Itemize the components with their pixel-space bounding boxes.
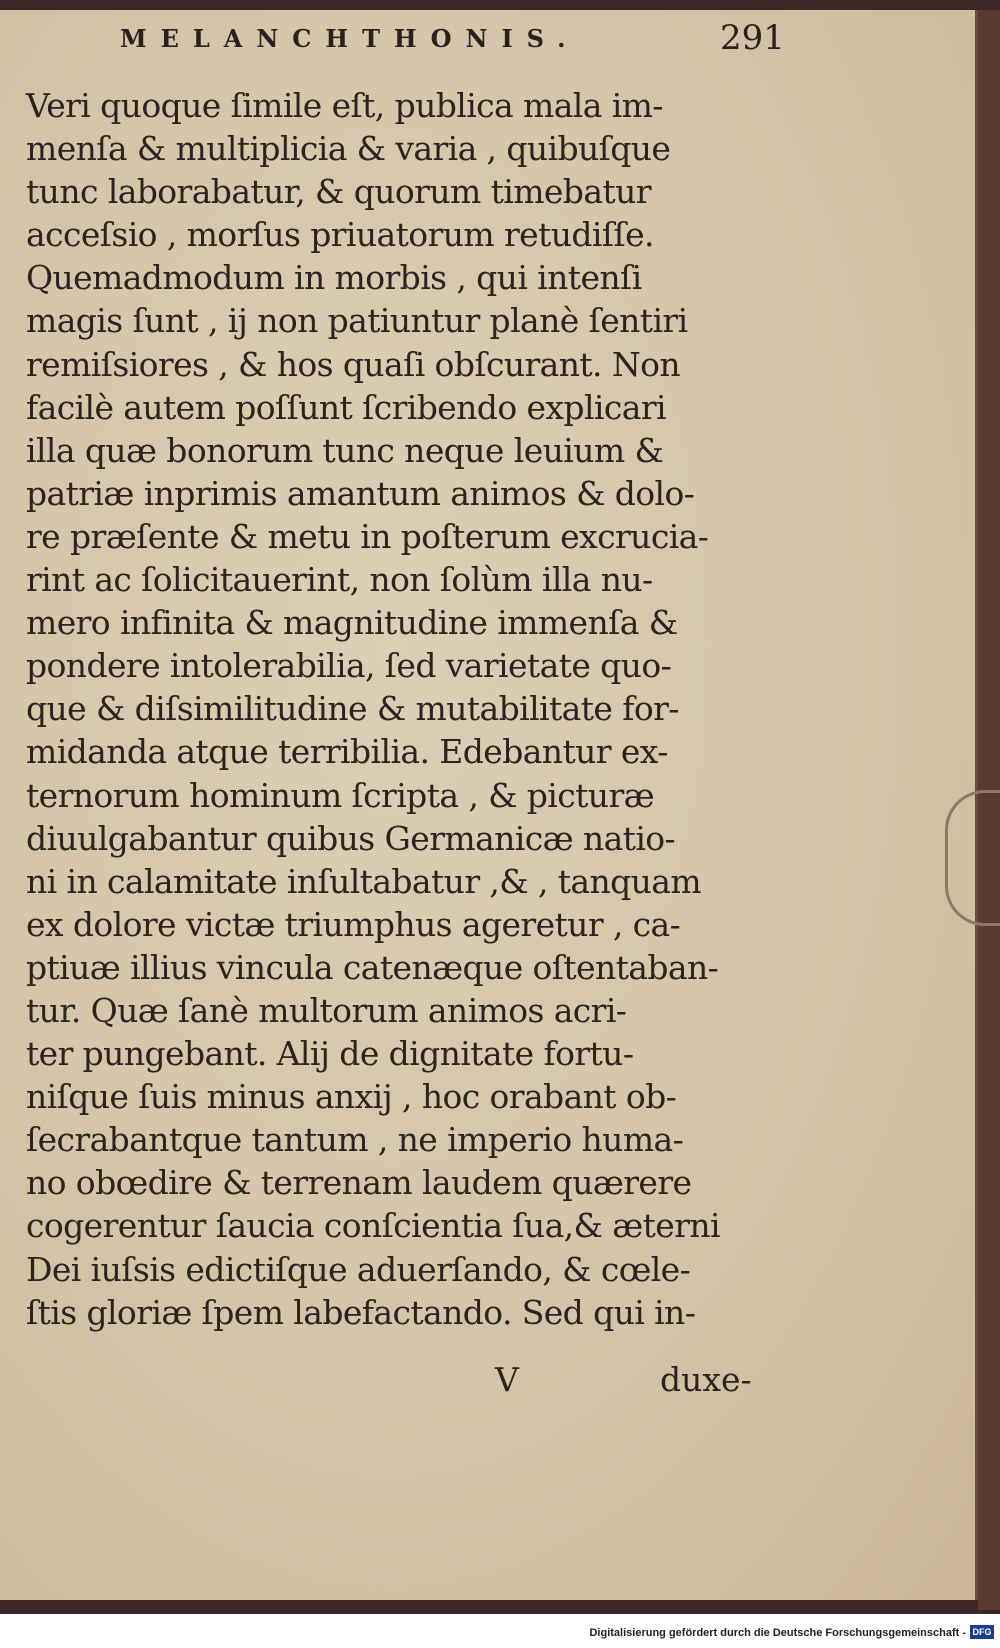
body-text	[26, 84, 796, 1334]
book-clasp	[945, 790, 1000, 926]
text-line: que & diſsimilitudine & mutabilitate for-	[26, 689, 679, 729]
dfg-logo: DFG	[970, 1625, 994, 1639]
book-page	[0, 10, 978, 1600]
text-line: ptiuæ illius vincula catenæque oſtentaban-	[26, 947, 719, 987]
text-line: remiſsiores , & hos quaſi obſcurant. Non	[26, 344, 681, 384]
text-line: ternorum hominum ſcripta , & picturæ	[26, 775, 655, 815]
text-line: ſecrabantque tantum , ne imperio huma-	[26, 1120, 684, 1160]
text-line: midanda atque terribilia. Edebantur ex-	[26, 732, 668, 772]
text-line: Quemadmodum in morbis , qui intenſi	[26, 258, 642, 298]
text-line: illa quæ bonorum tunc neque leuium &	[26, 430, 664, 470]
text-line: mero infinita & magnitudine immenſa &	[26, 603, 678, 643]
page-number: 291	[720, 18, 785, 58]
text-line: pondere intolerabilia, ſed varietate quo-	[26, 646, 672, 686]
text-line: tur. Quæ ſanè multorum animos acri-	[26, 990, 627, 1030]
signature-mark: V	[495, 1360, 519, 1399]
text-line: rint ac ſolicitauerint, non ſolùm illa nu-	[26, 560, 653, 600]
credit-footer	[0, 1616, 1000, 1648]
text-line: patriæ inprimis amantum animos & dolo-	[26, 473, 695, 513]
text-line: ex dolore victæ triumphus ageretur , ca-	[26, 904, 681, 944]
text-line: acceſsio , morſus priuatorum retudiſſe.	[26, 215, 654, 255]
running-title: MELANCHTHONIS.	[120, 24, 580, 53]
text-line: no obœdire & terrenam laudem quærere	[26, 1163, 692, 1203]
text-line: re præſente & metu in poſterum excrucia-	[26, 516, 709, 556]
text-line: niſque ſuis minus anxij , hoc orabant ob-	[26, 1077, 677, 1117]
text-line: cogerentur ſaucia conſcientia ſua,& æterni	[26, 1206, 720, 1246]
credit-text: Digitalisierung gefördert durch die Deutsche Forschungsgemeinschaft -	[589, 1627, 966, 1639]
page-header	[120, 18, 820, 64]
catchword: duxe-	[660, 1360, 752, 1399]
text-line: facilè autem poſſunt ſcribendo explicari	[26, 387, 666, 427]
text-line: ter pungebant. Alij de dignitate fortu-	[26, 1034, 634, 1074]
text-line: Dei iuſsis edictiſque aduerſando, & cœle-	[26, 1249, 691, 1289]
text-line: magis ſunt , ij non patiuntur planè ſentiri	[26, 301, 688, 341]
text-line: tunc laborabatur, & quorum timebatur	[26, 172, 651, 212]
text-line: ſtis gloriæ ſpem labefactando. Sed qui in-	[26, 1292, 696, 1332]
text-line: Veri quoque ſimile eſt, publica mala im-	[26, 86, 663, 125]
text-line: diuulgabantur quibus Germanicæ natio-	[26, 818, 676, 858]
text-line: menſa & multiplicia & varia , quibuſque	[26, 129, 671, 169]
text-line: ni in calamitate inſultabatur ,& , tanquam	[26, 861, 702, 901]
